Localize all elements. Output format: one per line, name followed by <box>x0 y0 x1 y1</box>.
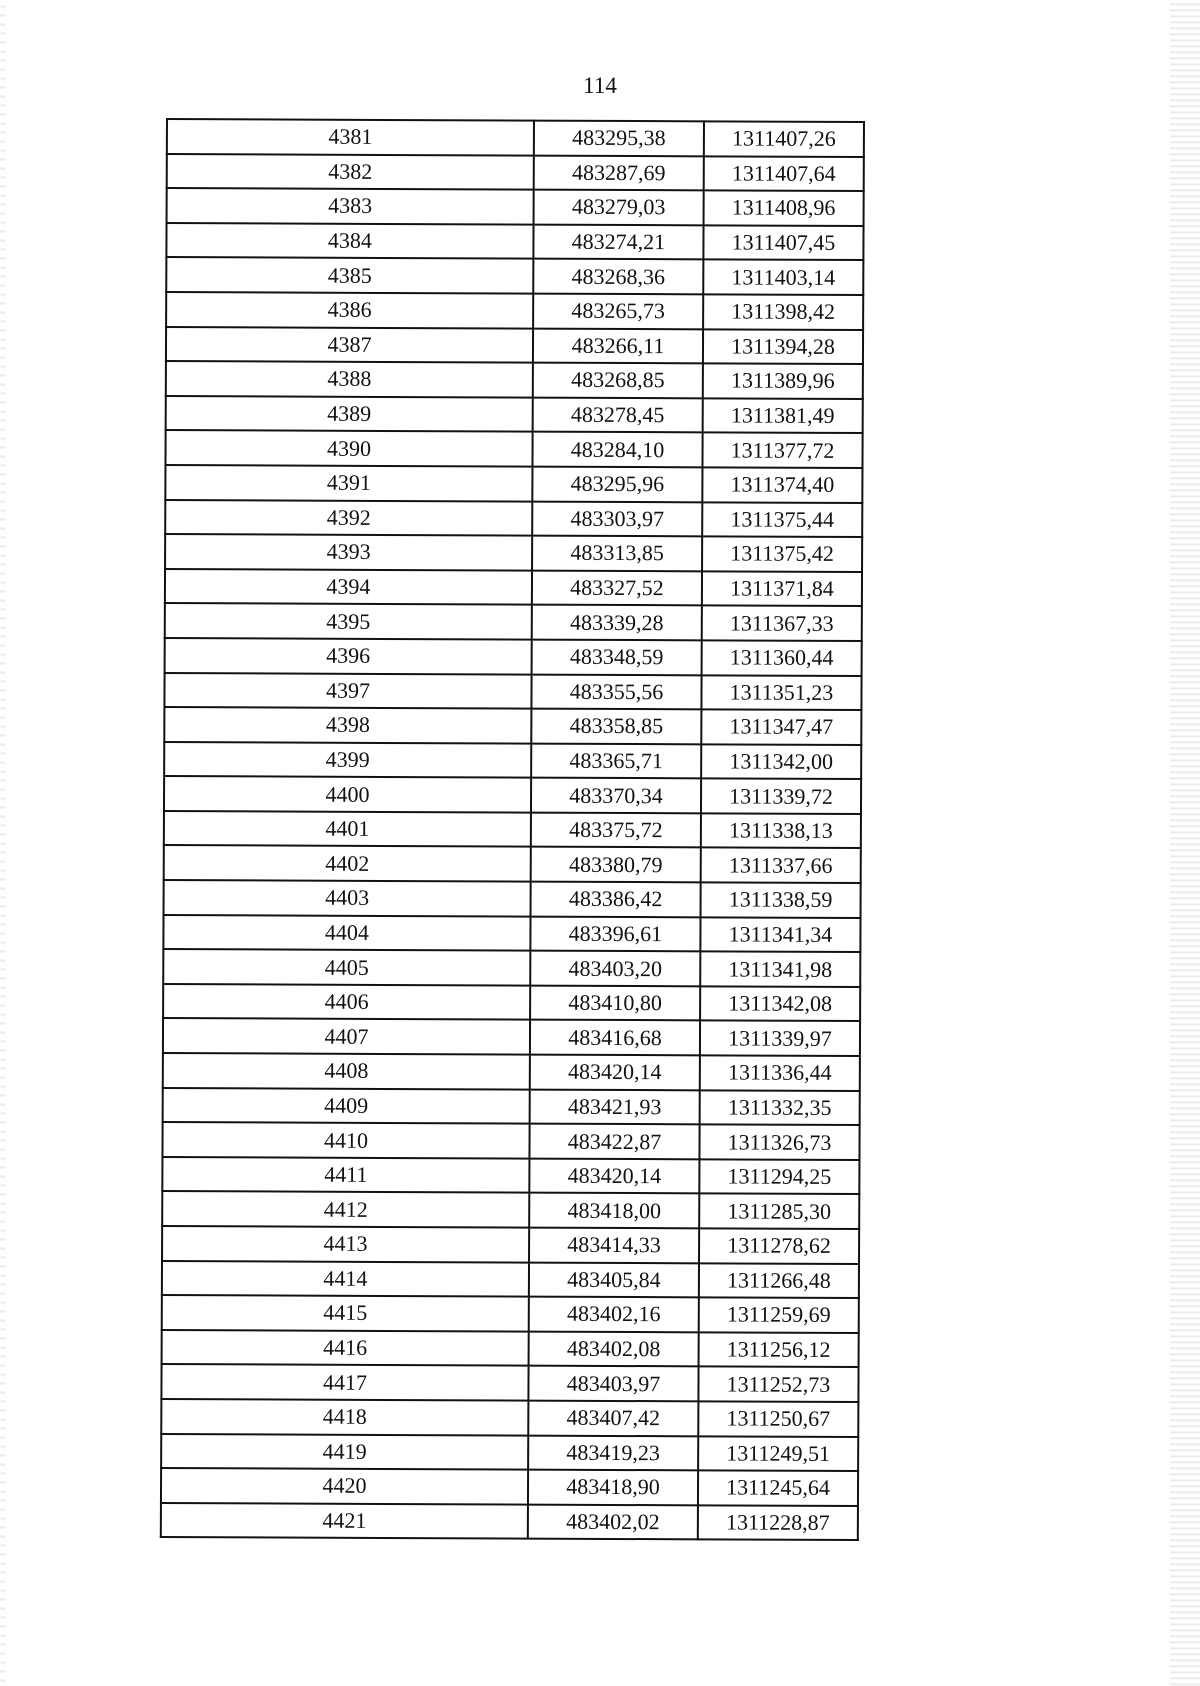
point-number-cell: 4393 <box>165 534 532 570</box>
y-coordinate-cell: 1311285,30 <box>699 1194 859 1229</box>
table-row <box>162 1157 859 1195</box>
y-coordinate-cell: 1311407,45 <box>703 225 863 260</box>
point-number-cell: 4385 <box>166 257 533 293</box>
x-coordinate-cell: 483421,93 <box>530 1089 700 1124</box>
y-coordinate-cell: 1311367,33 <box>702 606 862 641</box>
y-coordinate-cell: 1311371,84 <box>702 571 862 606</box>
table-row <box>167 188 864 226</box>
table-row <box>162 1295 859 1333</box>
point-number-cell: 4404 <box>163 915 530 951</box>
point-number-cell: 4384 <box>166 223 533 259</box>
y-coordinate-cell: 1311403,14 <box>703 260 863 295</box>
x-coordinate-cell: 483403,20 <box>530 951 700 986</box>
table-row <box>165 603 862 641</box>
y-coordinate-cell: 1311326,73 <box>699 1125 859 1160</box>
y-coordinate-cell: 1311278,62 <box>699 1228 859 1263</box>
x-coordinate-cell: 483410,80 <box>530 985 700 1020</box>
x-coordinate-cell: 483370,34 <box>531 778 701 813</box>
y-coordinate-cell: 1311374,40 <box>702 467 862 502</box>
point-number-cell: 4414 <box>162 1261 529 1297</box>
x-coordinate-cell: 483303,97 <box>532 501 702 536</box>
x-coordinate-cell: 483405,84 <box>529 1262 699 1297</box>
table-row <box>167 119 864 157</box>
table-row <box>164 672 861 710</box>
point-number-cell: 4407 <box>163 1018 530 1054</box>
point-number-cell: 4420 <box>161 1468 528 1504</box>
x-coordinate-cell: 483375,72 <box>531 812 701 847</box>
point-number-cell: 4409 <box>163 1088 530 1124</box>
y-coordinate-cell: 1311266,48 <box>699 1263 859 1298</box>
y-coordinate-cell: 1311342,08 <box>700 986 860 1021</box>
x-coordinate-cell: 483278,45 <box>533 397 703 432</box>
y-coordinate-cell: 1311337,66 <box>701 848 861 883</box>
table-row <box>165 569 862 607</box>
table-row <box>161 1399 858 1437</box>
x-coordinate-cell: 483274,21 <box>533 224 703 259</box>
point-number-cell: 4405 <box>163 949 530 985</box>
table-row <box>163 984 860 1022</box>
table-row <box>163 1088 860 1126</box>
table-row <box>164 742 861 780</box>
point-number-cell: 4389 <box>166 396 533 432</box>
table-row <box>164 776 861 814</box>
table-row <box>163 1018 860 1056</box>
point-number-cell: 4396 <box>165 638 532 674</box>
x-coordinate-cell: 483268,85 <box>533 363 703 398</box>
y-coordinate-cell: 1311228,87 <box>698 1505 858 1540</box>
coordinates-table-body <box>161 119 864 1540</box>
y-coordinate-cell: 1311381,49 <box>703 398 863 433</box>
table-row <box>165 534 862 572</box>
y-coordinate-cell: 1311341,98 <box>700 952 860 987</box>
x-coordinate-cell: 483414,33 <box>529 1228 699 1263</box>
scan-edge-right <box>1170 0 1200 1686</box>
x-coordinate-cell: 483420,14 <box>530 1055 700 1090</box>
y-coordinate-cell: 1311245,64 <box>698 1470 858 1505</box>
table-row <box>164 811 861 849</box>
table-row <box>161 1468 858 1506</box>
y-coordinate-cell: 1311338,13 <box>701 813 861 848</box>
x-coordinate-cell: 483265,73 <box>533 294 703 329</box>
point-number-cell: 4419 <box>161 1434 528 1470</box>
y-coordinate-cell: 1311407,64 <box>704 156 864 191</box>
y-coordinate-cell: 1311259,69 <box>699 1298 859 1333</box>
x-coordinate-cell: 483279,03 <box>534 190 704 225</box>
table-row <box>162 1226 859 1264</box>
y-coordinate-cell: 1311339,97 <box>700 1021 860 1056</box>
point-number-cell: 4383 <box>167 188 534 224</box>
y-coordinate-cell: 1311398,42 <box>703 294 863 329</box>
x-coordinate-cell: 483266,11 <box>533 328 703 363</box>
x-coordinate-cell: 483402,16 <box>529 1297 699 1332</box>
table-row <box>166 292 863 330</box>
y-coordinate-cell: 1311339,72 <box>701 779 861 814</box>
point-number-cell: 4392 <box>165 500 532 536</box>
x-coordinate-cell: 483287,69 <box>534 155 704 190</box>
point-number-cell: 4415 <box>162 1295 529 1331</box>
y-coordinate-cell: 1311336,44 <box>700 1055 860 1090</box>
x-coordinate-cell: 483268,36 <box>533 259 703 294</box>
x-coordinate-cell: 483396,61 <box>530 916 700 951</box>
point-number-cell: 4413 <box>162 1226 529 1262</box>
x-coordinate-cell: 483339,28 <box>532 605 702 640</box>
scan-edge-left <box>0 0 6 1686</box>
table-row <box>164 845 861 883</box>
point-number-cell: 4394 <box>165 569 532 605</box>
point-number-cell: 4401 <box>164 811 531 847</box>
y-coordinate-cell: 1311341,34 <box>700 917 860 952</box>
point-number-cell: 4388 <box>166 361 533 397</box>
y-coordinate-cell: 1311360,44 <box>702 640 862 675</box>
x-coordinate-cell: 483422,87 <box>529 1124 699 1159</box>
y-coordinate-cell: 1311252,73 <box>698 1367 858 1402</box>
y-coordinate-cell: 1311250,67 <box>698 1401 858 1436</box>
point-number-cell: 4400 <box>164 776 531 812</box>
x-coordinate-cell: 483386,42 <box>531 882 701 917</box>
y-coordinate-cell: 1311294,25 <box>699 1159 859 1194</box>
point-number-cell: 4398 <box>164 707 531 743</box>
x-coordinate-cell: 483365,71 <box>531 743 701 778</box>
table-row <box>162 1191 859 1229</box>
point-number-cell: 4417 <box>161 1364 528 1400</box>
point-number-cell: 4386 <box>166 292 533 328</box>
table-row <box>166 396 863 434</box>
table-row <box>165 500 862 538</box>
x-coordinate-cell: 483420,14 <box>529 1158 699 1193</box>
point-number-cell: 4412 <box>162 1191 529 1227</box>
x-coordinate-cell: 483402,02 <box>528 1504 698 1539</box>
x-coordinate-cell: 483418,90 <box>528 1470 698 1505</box>
point-number-cell: 4406 <box>163 984 530 1020</box>
point-number-cell: 4399 <box>164 742 531 778</box>
table-row <box>161 1503 858 1541</box>
y-coordinate-cell: 1311389,96 <box>703 364 863 399</box>
y-coordinate-cell: 1311375,44 <box>702 502 862 537</box>
point-number-cell: 4391 <box>165 465 532 501</box>
table-row <box>165 430 862 468</box>
table-row <box>164 880 861 918</box>
table-row <box>163 1053 860 1091</box>
point-number-cell: 4381 <box>167 119 534 155</box>
table-row <box>166 361 863 399</box>
point-number-cell: 4382 <box>167 154 534 190</box>
table-row <box>161 1434 858 1472</box>
table-row <box>166 327 863 365</box>
point-number-cell: 4418 <box>161 1399 528 1435</box>
x-coordinate-cell: 483327,52 <box>532 570 702 605</box>
x-coordinate-cell: 483380,79 <box>531 847 701 882</box>
table-row <box>165 465 862 503</box>
y-coordinate-cell: 1311377,72 <box>702 433 862 468</box>
y-coordinate-cell: 1311332,35 <box>700 1090 860 1125</box>
y-coordinate-cell: 1311375,42 <box>702 536 862 571</box>
table-row <box>164 707 861 745</box>
point-number-cell: 4421 <box>161 1503 528 1539</box>
y-coordinate-cell: 1311338,59 <box>701 882 861 917</box>
point-number-cell: 4410 <box>162 1122 529 1158</box>
y-coordinate-cell: 1311249,51 <box>698 1436 858 1471</box>
y-coordinate-cell: 1311351,23 <box>701 675 861 710</box>
y-coordinate-cell: 1311408,96 <box>704 191 864 226</box>
coordinates-table <box>160 118 865 1541</box>
table-row <box>166 223 863 261</box>
y-coordinate-cell: 1311407,26 <box>704 121 864 156</box>
table-row <box>166 257 863 295</box>
point-number-cell: 4403 <box>164 880 531 916</box>
point-number-cell: 4402 <box>164 845 531 881</box>
y-coordinate-cell: 1311256,12 <box>699 1332 859 1367</box>
table-row <box>165 638 862 676</box>
point-number-cell: 4390 <box>165 430 532 466</box>
x-coordinate-cell: 483358,85 <box>531 709 701 744</box>
y-coordinate-cell: 1311347,47 <box>701 709 861 744</box>
table-row <box>167 154 864 192</box>
point-number-cell: 4416 <box>162 1330 529 1366</box>
table-row <box>163 915 860 953</box>
table-row <box>162 1122 859 1160</box>
x-coordinate-cell: 483295,96 <box>532 467 702 502</box>
table-row <box>162 1261 859 1299</box>
point-number-cell: 4411 <box>162 1157 529 1193</box>
x-coordinate-cell: 483418,00 <box>529 1193 699 1228</box>
x-coordinate-cell: 483284,10 <box>532 432 702 467</box>
x-coordinate-cell: 483407,42 <box>528 1401 698 1436</box>
table-row <box>163 949 860 987</box>
point-number-cell: 4397 <box>164 672 531 708</box>
point-number-cell: 4387 <box>166 327 533 363</box>
x-coordinate-cell: 483419,23 <box>528 1435 698 1470</box>
x-coordinate-cell: 483416,68 <box>530 1020 700 1055</box>
x-coordinate-cell: 483403,97 <box>528 1366 698 1401</box>
y-coordinate-cell: 1311342,00 <box>701 744 861 779</box>
table-row <box>162 1330 859 1368</box>
table-row <box>161 1364 858 1402</box>
point-number-cell: 4408 <box>163 1053 530 1089</box>
x-coordinate-cell: 483355,56 <box>531 674 701 709</box>
point-number-cell: 4395 <box>165 603 532 639</box>
y-coordinate-cell: 1311394,28 <box>703 329 863 364</box>
page-number: 114 <box>583 73 617 98</box>
x-coordinate-cell: 483313,85 <box>532 536 702 571</box>
x-coordinate-cell: 483402,08 <box>529 1331 699 1366</box>
x-coordinate-cell: 483295,38 <box>534 121 704 156</box>
x-coordinate-cell: 483348,59 <box>532 640 702 675</box>
